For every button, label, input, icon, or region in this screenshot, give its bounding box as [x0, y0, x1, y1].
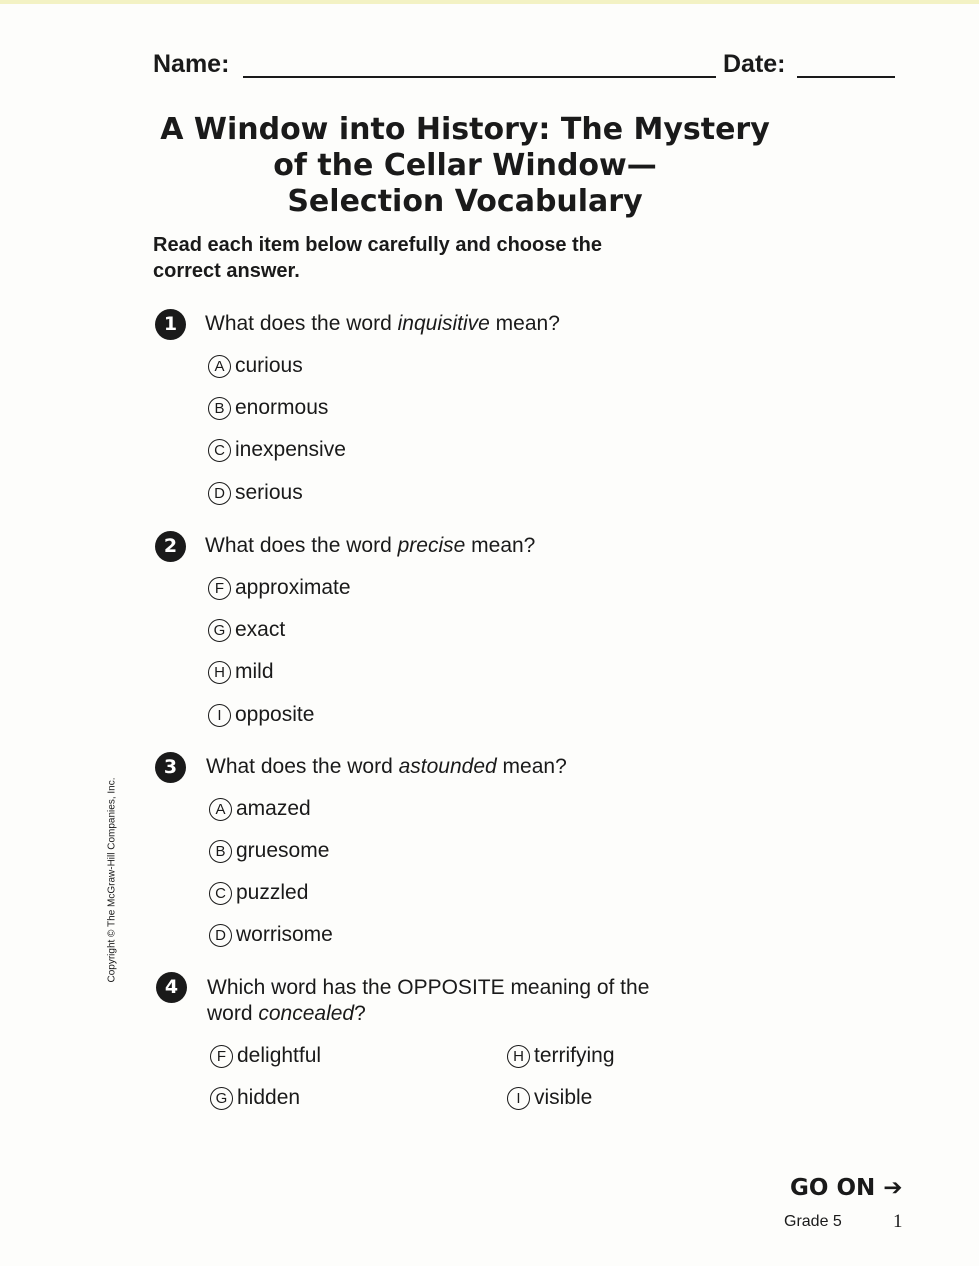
answer-bubble[interactable]: D [209, 924, 232, 947]
name-label: Name: [153, 50, 230, 78]
q4-option-f[interactable]: F delightful [210, 1043, 321, 1069]
page-number: 1 [893, 1211, 903, 1232]
question-number-3: 3 [155, 752, 186, 783]
answer-bubble[interactable]: A [209, 798, 232, 821]
question-3-keyword: astounded [398, 755, 497, 778]
page-top-edge [0, 0, 979, 4]
question-1-text: What does the word inquisitive mean? [205, 312, 560, 335]
question-2-text: What does the word precise mean? [205, 534, 536, 557]
answer-bubble[interactable]: A [208, 355, 231, 378]
answer-bubble[interactable]: I [208, 704, 231, 727]
q1-option-b[interactable]: B enormous [208, 395, 328, 421]
name-field[interactable] [243, 76, 716, 78]
q2-option-i[interactable]: I opposite [208, 702, 314, 728]
question-3-text: What does the word astounded mean? [206, 755, 567, 778]
question-2-keyword: precise [397, 534, 466, 557]
answer-bubble[interactable]: I [507, 1087, 530, 1110]
date-label: Date: [723, 50, 786, 78]
title-line: Selection Vocabulary [287, 184, 643, 219]
q3-option-b[interactable]: B gruesome [209, 838, 329, 864]
date-field[interactable] [797, 76, 895, 78]
page-title [130, 112, 800, 220]
answer-bubble[interactable]: B [209, 840, 232, 863]
question-4-text: Which word has the OPPOSITE meaning of the word concealed? [207, 976, 650, 1025]
answer-bubble[interactable]: H [208, 661, 231, 684]
q2-option-g[interactable]: G exact [208, 617, 285, 643]
instructions: Read each item below carefully and choose the correct answer. [153, 234, 603, 282]
q4-option-i[interactable]: I visible [507, 1085, 592, 1111]
answer-bubble[interactable]: B [208, 397, 231, 420]
answer-bubble[interactable]: D [208, 482, 231, 505]
q1-option-a[interactable]: A curious [208, 353, 303, 379]
answer-bubble[interactable]: F [210, 1045, 233, 1068]
q3-option-a[interactable]: A amazed [209, 796, 311, 822]
answer-bubble[interactable]: F [208, 577, 231, 600]
question-4-keyword: concealed [258, 1002, 355, 1025]
q4-option-h[interactable]: H terrifying [507, 1043, 615, 1069]
copyright-notice: Copyright © The McGraw-Hill Companies, Inc. [106, 777, 118, 983]
question-number-4: 4 [156, 972, 187, 1003]
q1-option-c[interactable]: C inexpensive [208, 437, 346, 463]
title-line: A Window into History: The Mystery [160, 112, 770, 147]
answer-bubble[interactable]: H [507, 1045, 530, 1068]
question-1-keyword: inquisitive [397, 312, 490, 335]
q3-option-d[interactable]: D worrisome [209, 922, 333, 948]
question-number-1: 1 [155, 309, 186, 340]
answer-bubble[interactable]: G [210, 1087, 233, 1110]
answer-bubble[interactable]: G [208, 619, 231, 642]
go-on-label: GO ON ➔ [790, 1175, 903, 1201]
answer-bubble[interactable]: C [209, 882, 232, 905]
q2-option-f[interactable]: F approximate [208, 575, 351, 601]
answer-bubble[interactable]: C [208, 439, 231, 462]
title-line: of the Cellar Window— [273, 148, 657, 183]
q2-option-h[interactable]: H mild [208, 659, 274, 685]
q3-option-c[interactable]: C puzzled [209, 880, 308, 906]
q4-option-g[interactable]: G hidden [210, 1085, 300, 1111]
q1-option-d[interactable]: D serious [208, 480, 303, 506]
grade-label: Grade 5 [784, 1213, 842, 1230]
question-number-2: 2 [155, 531, 186, 562]
